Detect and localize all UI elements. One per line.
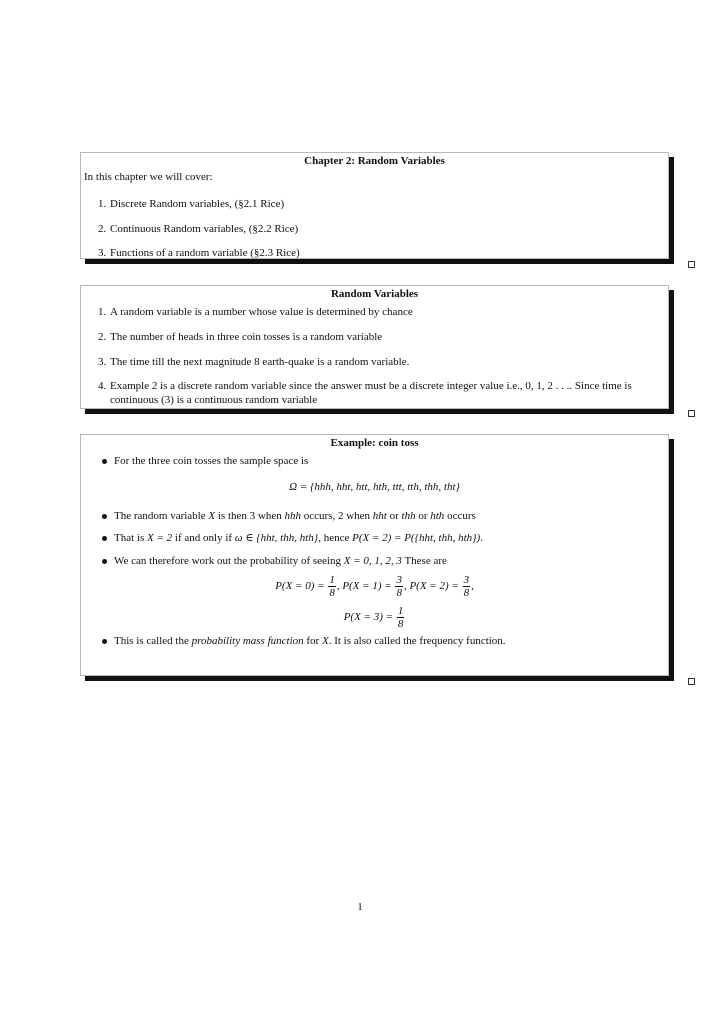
list-item: That is X = 2 if and only if ω ∈ {hht, thh, hth}, hence P(X = 2) = P({hht, thh, hth}). bbox=[81, 532, 668, 546]
slide-title: Random Variables bbox=[330, 288, 419, 300]
list-item: 2. The number of heads in three coin tosses is a random variable bbox=[98, 330, 383, 343]
bullet-icon bbox=[102, 536, 107, 541]
slide-title: Chapter 2: Random Variables bbox=[304, 155, 445, 167]
list-item: The random variable X is then 3 when hhh occurs, 2 when hht or thh or hth occurs bbox=[81, 510, 668, 524]
end-of-slide-marker bbox=[688, 261, 695, 268]
bullet-icon bbox=[102, 559, 107, 564]
list-item: 4. Example 2 is a discrete random variable since the answer must be a discrete integer value i.e., 0, 1, 2 . . .. Since time is continuous (3) is a continuous random variable bbox=[98, 380, 632, 406]
pmf-equation-row-1: P(X = 0) = $\frac{1}{8}$ , P(X = 1) = $\frac{3}{8}$ , P(X = 2) = $\frac{3}{8}$ , bbox=[275, 573, 474, 599]
list-item: This is called the probability mass function for X. It is also called the frequency function. bbox=[81, 635, 668, 649]
intro-text: In this chapter we will cover: bbox=[84, 171, 213, 183]
fraction: $\frac{1}{8}$ bbox=[397, 604, 404, 630]
fraction: $\frac{1}{8}$ bbox=[329, 573, 335, 599]
list-item: 2. Continuous Random variables, (§2.2 Rice) bbox=[98, 222, 299, 235]
topics-list bbox=[81, 198, 668, 261]
sample-space-equation: Ω = {hhh, hht, htt, hth, ttt, tth, thh, tht} bbox=[289, 480, 460, 493]
slide-title: Example: coin toss bbox=[330, 437, 419, 449]
slide-coin-toss-example bbox=[80, 434, 669, 676]
end-of-slide-marker bbox=[688, 678, 695, 685]
pmf-equation-row-2: P(X = 3) = $\frac{1}{8}$ bbox=[343, 604, 404, 630]
page-number: 1 bbox=[357, 901, 363, 913]
list-item: We can therefore work out the probability of seeing X = 0, 1, 2, 3 These are bbox=[81, 555, 668, 569]
end-of-slide-marker bbox=[688, 410, 695, 417]
list-item: For the three coin tosses the sample space is bbox=[81, 455, 668, 469]
bullet-icon bbox=[102, 514, 107, 519]
fraction: $\frac{3}{8}$ bbox=[463, 573, 470, 599]
slide-chapter-overview bbox=[80, 152, 669, 259]
fraction: $\frac{3}{8}$ bbox=[396, 573, 402, 599]
bullet-icon bbox=[102, 459, 107, 464]
bullet-icon bbox=[102, 639, 107, 644]
slide-random-variables bbox=[80, 285, 669, 409]
definitions-list bbox=[81, 306, 668, 408]
list-item: 3. The time till the next magnitude 8 earth-quake is a random variable. bbox=[98, 355, 410, 368]
list-item: 1. A random variable is a number whose value is determined by chance bbox=[98, 306, 413, 318]
list-item: 1. Discrete Random variables, (§2.1 Rice) bbox=[98, 197, 285, 210]
example-bullets bbox=[81, 455, 668, 469]
list-item: 3. Functions of a random variable (§2.3 Rice) bbox=[98, 247, 300, 260]
